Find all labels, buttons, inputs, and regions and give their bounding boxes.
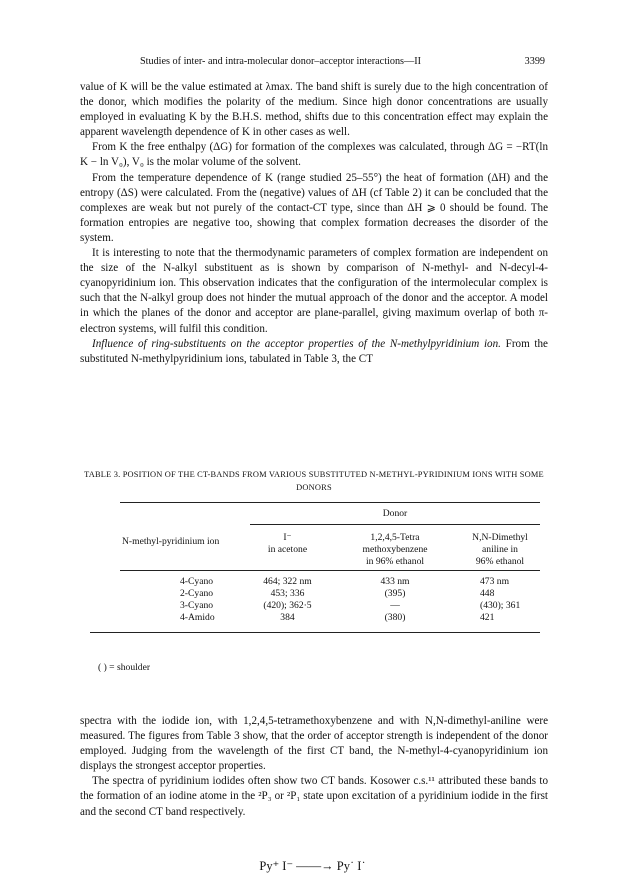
cell-ion: 4-Amido: [180, 612, 215, 623]
paragraph: From K the free enthalpy (ΔG) for formation of the complexes was calculated, through ΔG = −RT(ln K − ln V₀), V₀ is the molar volume of the solvent.: [80, 141, 548, 169]
section-heading: Influence of ring-substituents on the acceptor properties of the N-methylpyridinium ion.: [92, 337, 501, 350]
table-rule-header: [120, 570, 540, 571]
table-caption: TABLE 3. POSITION OF THE CT-BANDS FROM VARIOUS SUBSTITUTED N-METHYL-PYRIDINIUM IONS WITH SOME DONORS: [84, 470, 544, 492]
paragraph: From the temperature dependence of K (range studied 25–55°) the heat of formation (ΔH) and the entropy (ΔS) were calculated. From the (negative) values of ΔH (cf Table 2) it can be concluded that the complexes are weak but not purely of the contact-CT type, since than ΔH ⩾ 0 should be found. The formation entropies are negative too, showing that complex formation decreases the disorder of the system.: [80, 171, 548, 244]
cell-dimethylaniline: 448: [480, 588, 495, 599]
cell-tetramethoxy: (395): [384, 588, 406, 599]
donor-rule: [250, 524, 540, 525]
cell-iodide: 464; 322 nm: [263, 576, 312, 587]
cell-iodide: 453; 336: [270, 588, 305, 599]
cell-ion: 3-Cyano: [180, 600, 214, 611]
cell-dimethylaniline: (430); 361: [480, 600, 521, 611]
running-title: Studies of inter- and intra-molecular donor–acceptor interactions—II: [140, 56, 421, 67]
paragraph-text: From the substituted N-methylpyridinium ions, tabulated in Table 3, the CT: [80, 337, 548, 365]
table-footnote: ( ) = shoulder: [98, 662, 151, 673]
paragraph: spectra with the iodide ion, with 1,2,4,5-tetramethoxybenzene and with N,N-dimethyl-aniline were measured. The figures from Table 3 show, that the order of acceptor strength is independent of the donor employed. Judging from the wavelength of the first CT band, the N-methyl-4-cyanopyridinium ion displays the strongest acceptor properties.: [80, 715, 548, 773]
cell-ion: 4-Cyano: [180, 576, 214, 587]
paragraph: value of K will be the value estimated at λmax. The band shift is surely due to the high concentration of the donor, which modifies the polarity of the medium. Since high donor concentrations are usually employed in evaluating K by the B.H.S. method, shifts due to this concentration effect may explain the apparent wavelength dependence of K in other cases as well.: [80, 81, 548, 139]
column-header: I⁻ in acetone: [267, 532, 308, 555]
equation: Py⁺ I⁻ ——→ Py˙ I˙: [259, 859, 366, 873]
column-header: 1,2,4,5-Tetra methoxybenzene in 96% ethanol: [362, 532, 428, 567]
body-text-bottom: [80, 714, 548, 820]
cell-tetramethoxy: (380): [384, 612, 406, 623]
column-header: N,N-Dimethyl aniline in 96% ethanol: [472, 532, 528, 567]
cell-tetramethoxy: 433 nm: [380, 576, 410, 587]
table-rule-top: [120, 502, 540, 503]
paragraph: The spectra of pyridinium iodides often show two CT bands. Kosower c.s.¹¹ attributed these bands to the formation of an iodine atome in the ²P₃ or ²P₁ state upon excitation of a pyridinium iodide in the first and the second CT band respectively.: [80, 775, 548, 818]
body-text-top: [80, 80, 548, 367]
paragraph: It is interesting to note that the thermodynamic parameters of complex formation are independent on the size of the N-alkyl substituent as is shown by comparison of N-methyl- and N-decyl-4-cyanopyridinium ion. This observation indicates that the configuration of the intermolecular complex is such that the N-alkyl group does not hinder the mutual approach of the donor and the acceptor. A model in which the planes of the donor and acceptor are plane-parallel, giving maximum overlap of both π-electron systems, will fulfil this condition.: [80, 247, 548, 335]
paragraph: [80, 337, 548, 367]
cell-ion: 2-Cyano: [180, 588, 214, 599]
row-header: N-methyl-pyridinium ion: [122, 536, 220, 547]
donor-header: Donor: [382, 508, 408, 519]
cell-iodide: 384: [280, 612, 295, 623]
cell-tetramethoxy: —: [390, 600, 400, 611]
cell-iodide: (420); 362·5: [263, 600, 312, 611]
cell-dimethylaniline: 421: [480, 612, 495, 623]
table-rule-bottom: [90, 632, 540, 633]
page-number: 3399: [524, 56, 545, 67]
cell-dimethylaniline: 473 nm: [480, 576, 510, 587]
